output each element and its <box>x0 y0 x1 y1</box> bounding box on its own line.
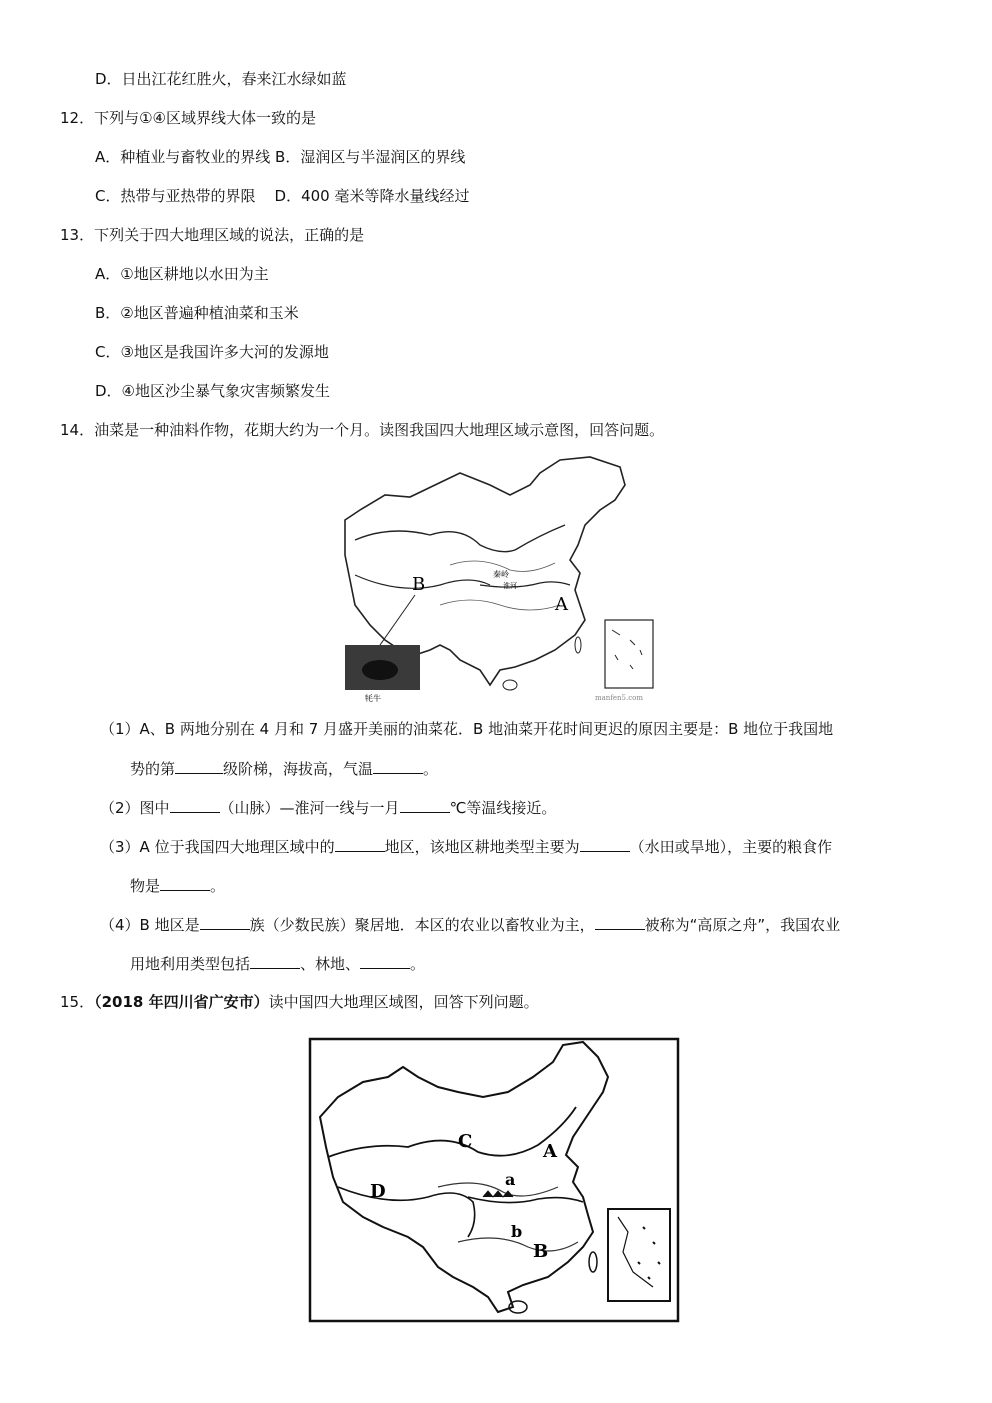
q13-stem: 13．下列关于四大地理区域的说法，正确的是 <box>60 226 365 244</box>
label-small-b: b <box>511 1222 523 1241</box>
blank-region[interactable] <box>335 835 385 852</box>
q14-part4-line1: （4）B 地区是 族（少数民族）聚居地．本区的农业以畜牧业为主， 被称为“高原之舟”，我国农业 <box>100 913 840 936</box>
label-c: C <box>458 1131 473 1152</box>
photo-caption: 牦牛 <box>365 694 381 703</box>
south-china-sea-inset <box>608 1209 670 1301</box>
q14-part3-line2: 物是 。 <box>130 874 225 897</box>
label-a: A <box>555 594 568 615</box>
q13-option-c: C．③地区是我国许多大河的发源地 <box>95 343 329 361</box>
q12-options-ab: A．种植业与畜牧业的界线 B．湿润区与半湿润区的界线 <box>95 148 466 166</box>
q15-stem: 15．（2018 年四川省广安市）读中国四大地理区域图，回答下列问题。 <box>60 993 539 1011</box>
label-b: B <box>412 574 426 595</box>
yak-shape <box>362 660 398 680</box>
label-d: D <box>370 1181 386 1202</box>
q13-option-a: A．①地区耕地以水田为主 <box>95 265 269 283</box>
q14-part2: （2）图中 （山脉）—淮河一线与一月 ℃等温线接近。 <box>100 796 556 819</box>
q14-part3-line1: （3）A 位于我国四大地理区域中的 地区，该地区耕地类型主要为 （水田或旱地），主要的粮食作 <box>100 835 832 858</box>
blank-farmland-type[interactable] <box>580 835 630 852</box>
q12-options-cd: C．热带与亚热带的界限 D．400 毫米等降水量线经过 <box>95 187 470 205</box>
blank-land-use-1[interactable] <box>250 952 300 969</box>
label-huai: 淮河 <box>503 582 517 590</box>
taiwan-island <box>575 637 581 653</box>
pointer-line <box>380 595 415 645</box>
q13-option-d: D．④地区沙尘暴气象灾害频繁发生 <box>95 382 330 400</box>
blank-ladder-level[interactable] <box>175 757 223 774</box>
label-b: B <box>533 1241 549 1262</box>
qinling-line <box>480 582 570 587</box>
qinling-mountain-hatch <box>483 1191 513 1197</box>
blank-isotherm[interactable] <box>400 796 450 813</box>
watermark: manfen5.com <box>595 694 644 702</box>
north-boundary-line <box>355 525 565 552</box>
river-lines <box>440 561 560 610</box>
blank-animal[interactable] <box>595 913 645 930</box>
label-qinling: 秦岭 <box>493 570 509 579</box>
q14-part4-line2: 用地利用类型包括 、林地、 。 <box>130 952 425 975</box>
blank-temperature[interactable] <box>373 757 423 774</box>
blank-grain-crop[interactable] <box>160 874 210 891</box>
blank-land-use-2[interactable] <box>360 952 410 969</box>
q13-option-b: B．②地区普遍种植油菜和玉米 <box>95 304 299 322</box>
blank-ethnic-group[interactable] <box>200 913 250 930</box>
q14-china-region-map <box>340 455 660 705</box>
q14-stem: 14．油菜是一种油料作物，花期大约为一个月。读图我国四大地理区域示意图，回答问题。 <box>60 421 665 439</box>
label-small-a: a <box>505 1170 516 1189</box>
q15-china-region-map <box>308 1037 680 1323</box>
q14-part1-line2: 势的第 级阶梯，海拔高，气温 。 <box>130 757 438 780</box>
hainan-island <box>503 680 517 690</box>
q12-stem: 12．下列与①④区域界线大体一致的是 <box>60 109 316 127</box>
label-a: A <box>543 1141 557 1162</box>
blank-mountain[interactable] <box>170 796 220 813</box>
q11-option-d: D．日出江花红胜火，春来江水绿如蓝 <box>95 70 347 88</box>
q14-part1-line1: （1）A、B 两地分别在 4 月和 7 月盛开美丽的油菜花．B 地油菜开花时间更迟的原因主要是：B 地位于我国地 <box>100 720 834 738</box>
